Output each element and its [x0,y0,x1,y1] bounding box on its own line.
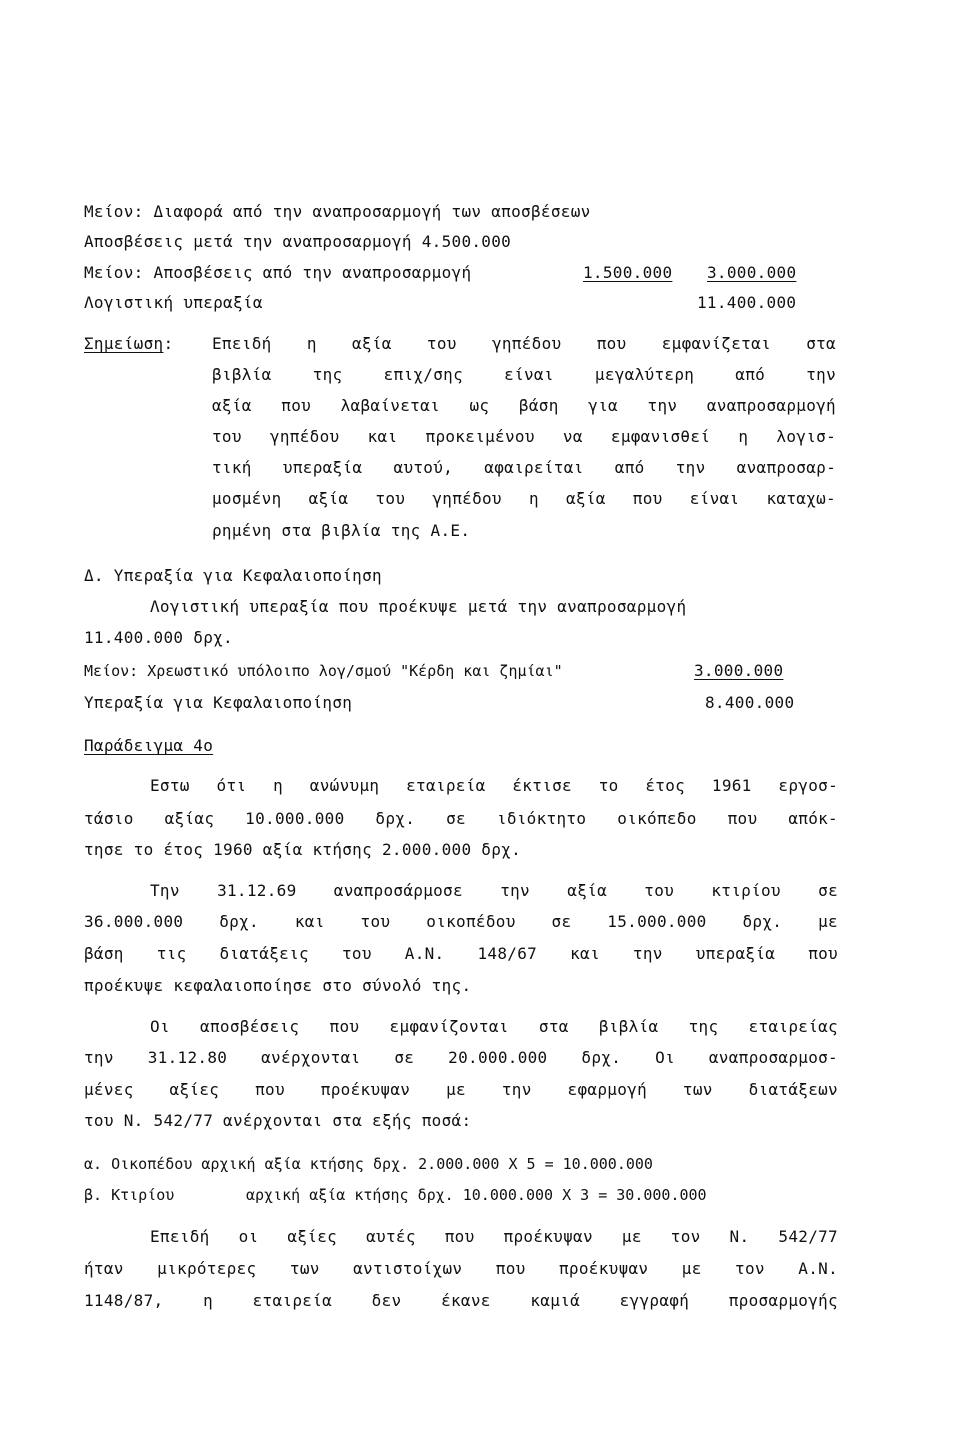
text-line: Αποσβέσεις μετά την αναπροσαρμογή 4.500.000 [84,232,512,251]
text-line: Μείον: Αποσβέσεις από την αναπροσαρμογή [84,263,472,282]
amount: 3.000.000 [694,661,784,680]
paragraph-line: 1148/87, η εταιρεία δεν έκανε καμιά εγγραφή προσαρμογής [84,1291,838,1310]
paragraph-line: βάση τις διατάξεις του Α.Ν. 148/67 και την υπεραξία που [84,944,838,963]
amount-result: 11.400.000 [697,293,797,312]
paragraph-line: μένες αξίες που προέκυψαν με την εφαρμογή των διατάξεων [84,1080,838,1099]
paragraph-line: την 31.12.80 ανέρχονται σε 20.000.000 δρχ. Οι αναπροσαρμοσ- [84,1048,838,1067]
text-line: Λογιστική υπεραξία [84,293,263,312]
amount: 1.500.000 [583,263,673,282]
text-line: Μείον: Διαφορά από την αναπροσαρμογή των αποσβέσεων [84,202,591,221]
list-item-b-detail: αρχική αξία κτήσης δρχ. 10.000.000 X 3 = 30.000.000 [246,1186,707,1204]
amount-total: 3.000.000 [707,263,797,282]
note-line: τική υπεραξία αυτού, αφαιρείται από την αναπροσαρ- [212,458,836,477]
note-line: Επειδή η αξία του γηπέδου που εμφανίζεται στα [212,334,836,353]
note-line: βιβλία της επιχ/σης είναι μεγαλύτερη από την [212,365,836,384]
note-line: μοσμένη αξία του γηπέδου η αξία που είναι καταχω- [212,489,836,508]
note-heading [84,334,173,354]
paragraph-line: Την 31.12.69 αναπροσάρμοσε την αξία του κτιρίου σε [150,881,838,900]
paragraph-line: τάσιο αξίας 10.000.000 δρχ. σε ιδιόκτητο οικόπεδο που απόκ- [84,809,838,828]
paragraph-line: τησε το έτος 1960 αξία κτήσης 2.000.000 δρχ. [84,840,522,859]
list-item-b-label: β. Κτιρίου [84,1186,175,1204]
paragraph-line: προέκυψε κεφαλαιοποίησε στο σύνολό της. [84,976,472,995]
paragraph-line: Οι αποσβέσεις που εμφανίζονται στα βιβλία της εταιρείας [150,1017,838,1036]
paragraph-line: ήταν μικρότερες των αντιστοίχων που προέκυψαν με τον Α.Ν. [84,1259,838,1278]
paragraph-line: 36.000.000 δρχ. και του οικοπέδου σε 15.000.000 δρχ. με [84,912,838,931]
note-heading-label: Σημείωση [84,334,164,353]
note-heading-colon: : [163,334,174,353]
paragraph-line: Επειδή οι αξίες αυτές που προέκυψαν με τον Ν. 542/77 [150,1227,838,1246]
paragraph-line: του Ν. 542/77 ανέρχονται στα εξής ποσά: [84,1111,472,1130]
text-line: 11.400.000 δρχ. [84,628,233,647]
amount-result: 8.400.000 [705,693,795,712]
note-line: αξία που λαβαίνεται ως βάση για την αναπροσαρμογή [212,396,836,415]
paragraph-line: Εστω ότι η ανώνυμη εταιρεία έκτισε το έτος 1961 εργοσ- [150,776,838,795]
list-item-a: α. Οικοπέδου αρχική αξία κτήσης δρχ. 2.000.000 X 5 = 10.000.000 [84,1155,653,1173]
text-line: Μείον: Χρεωστικό υπόλοιπο λογ/σμού "Κέρδη και ζημίαι" [84,662,563,680]
note-line: του γηπέδου και προκειμένου να εμφανισθεί η λογισ- [212,427,836,446]
text-line: Λογιστική υπεραξία που προέκυψε μετά την αναπροσαρμογή [150,597,687,616]
section-title: Δ. Υπεραξία για Κεφαλαιοποίηση [84,566,382,585]
example-heading: Παράδειγμα 4ο [84,736,214,755]
note-line: ρημένη στα βιβλία της Α.Ε. [212,521,471,540]
text-line: Υπεραξία για Κεφαλαιοποίηση [84,693,353,712]
